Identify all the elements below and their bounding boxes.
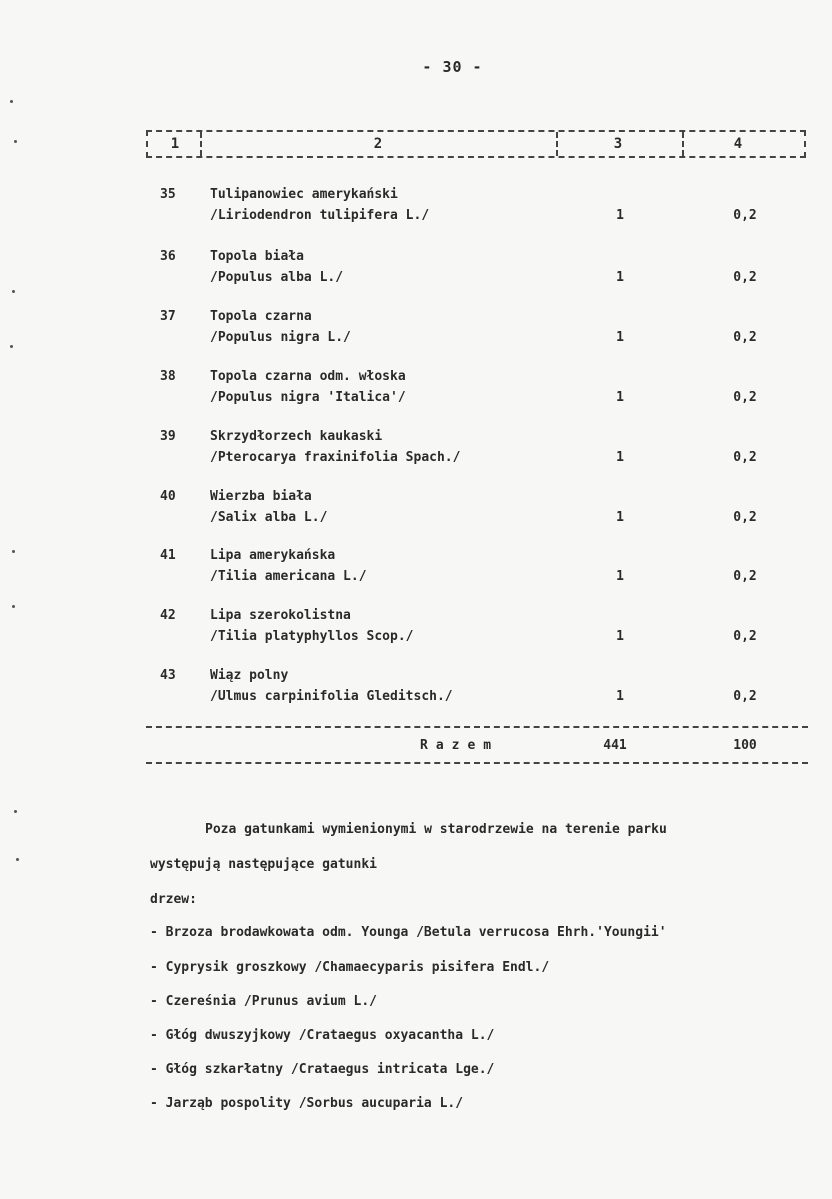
count-cell: 1	[616, 270, 624, 285]
count-cell: 1	[616, 689, 624, 704]
scan-speck	[10, 345, 13, 348]
latin-name: /Salix alba L./	[210, 510, 328, 525]
row-number: 43	[160, 668, 176, 683]
table-divider	[146, 726, 808, 728]
scan-speck	[14, 810, 17, 813]
column-divider	[200, 132, 202, 156]
list-item: - Głóg szkarłatny /Crataegus intricata Lge./	[150, 1062, 495, 1077]
total-percent: 100	[733, 738, 757, 753]
percent-cell: 0,2	[733, 270, 757, 285]
species-name: Topola czarna odm. włoska	[210, 369, 406, 384]
table-bottom-divider	[146, 762, 808, 764]
scan-speck	[14, 140, 17, 143]
latin-name: /Populus nigra L./	[210, 330, 351, 345]
count-cell: 1	[616, 208, 624, 223]
column-header-2: 2	[373, 136, 383, 152]
row-number: 35	[160, 187, 176, 202]
row-number: 39	[160, 429, 176, 444]
percent-cell: 0,2	[733, 450, 757, 465]
percent-cell: 0,2	[733, 390, 757, 405]
latin-name: /Liriodendron tulipifera L./	[210, 208, 430, 223]
count-cell: 1	[616, 390, 624, 405]
species-name: Wierzba biała	[210, 489, 312, 504]
list-item: - Cyprysik groszkowy /Chamaecyparis pisifera Endl./	[150, 960, 550, 975]
percent-cell: 0,2	[733, 510, 757, 525]
count-cell: 1	[616, 629, 624, 644]
paragraph-line: drzew:	[150, 892, 197, 907]
row-number: 40	[160, 489, 176, 504]
percent-cell: 0,2	[733, 208, 757, 223]
row-number: 36	[160, 249, 176, 264]
scan-speck	[16, 858, 19, 861]
percent-cell: 0,2	[733, 629, 757, 644]
species-name: Lipa szerokolistna	[210, 608, 351, 623]
count-cell: 1	[616, 450, 624, 465]
species-name: Topola czarna	[210, 309, 312, 324]
species-name: Lipa amerykańska	[210, 548, 336, 563]
row-number: 38	[160, 369, 176, 384]
species-name: Skrzydłorzech kaukaski	[210, 429, 383, 444]
percent-cell: 0,2	[733, 330, 757, 345]
column-header-1: 1	[170, 136, 180, 152]
latin-name: /Tilia americana L./	[210, 569, 367, 584]
species-name: Wiąz polny	[210, 668, 289, 683]
percent-cell: 0,2	[733, 689, 757, 704]
list-item: - Czereśnia /Prunus avium L./	[150, 994, 377, 1009]
scan-speck	[12, 605, 15, 608]
page-number: - 30 -	[422, 58, 483, 76]
latin-name: /Tilia platyphyllos Scop./	[210, 629, 414, 644]
count-cell: 1	[616, 569, 624, 584]
row-number: 42	[160, 608, 176, 623]
paragraph-line: występują następujące gatunki	[150, 857, 377, 872]
species-name: Topola biała	[210, 249, 304, 264]
scan-speck	[12, 550, 15, 553]
column-header-4: 4	[733, 136, 743, 152]
list-item: - Brzoza brodawkowata odm. Younga /Betula verrucosa Ehrh.'Youngii'	[150, 925, 667, 940]
total-label: Razem	[420, 738, 500, 753]
paragraph-line: Poza gatunkami wymienionymi w starodrzewie na terenie parku	[205, 822, 667, 837]
row-number: 41	[160, 548, 176, 563]
species-name: Tulipanowiec amerykański	[210, 187, 398, 202]
scan-speck	[12, 290, 15, 293]
total-count: 441	[603, 738, 627, 753]
column-header-3: 3	[613, 136, 623, 152]
list-item: - Głóg dwuszyjkowy /Crataegus oxyacantha L./	[150, 1028, 495, 1043]
latin-name: /Pterocarya fraxinifolia Spach./	[210, 450, 461, 465]
count-cell: 1	[616, 510, 624, 525]
percent-cell: 0,2	[733, 569, 757, 584]
row-number: 37	[160, 309, 176, 324]
latin-name: /Ulmus carpinifolia Gleditsch./	[210, 689, 453, 704]
latin-name: /Populus nigra 'Italica'/	[210, 390, 406, 405]
column-divider	[682, 132, 684, 156]
latin-name: /Populus alba L./	[210, 270, 344, 285]
count-cell: 1	[616, 330, 624, 345]
column-divider	[556, 132, 558, 156]
table-header	[146, 130, 806, 158]
list-item: - Jarząb pospolity /Sorbus aucuparia L./	[150, 1096, 464, 1111]
scan-speck	[10, 100, 13, 103]
